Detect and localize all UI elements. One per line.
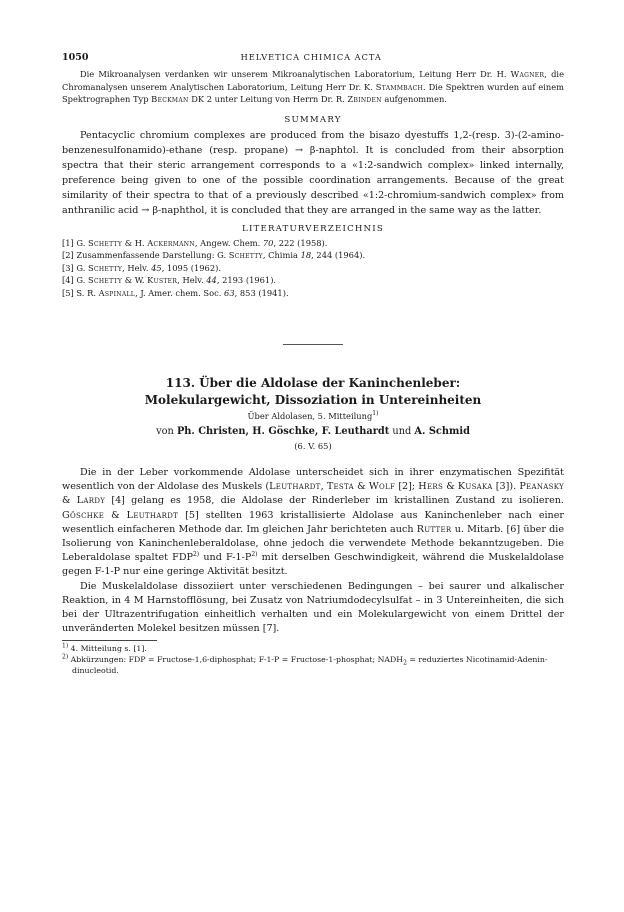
summary-text: Pentacyclic chromium complexes are produced from the bisazo dyestuffs 1,2-(resp. 3)-(2-amino-benzenesulfonamido)-ethane (resp. propane) → β-naphtol. It is concluded from their absorption spectra that their steric arrangement corresponds to a «1:2-sandwich complex» linked internally, preference being given to one of the possible coordination arrangements. Because of the great similarity of their spectra to that of a previously described «1:2-chromium-sandwich complex» from anthranilic acid → β-naphthol, it is concluded that they are arranged in the same way as the latter. xyxy=(62,129,564,216)
received-date: (6. V. 65) xyxy=(294,441,332,451)
running-header xyxy=(62,52,564,68)
footnote-rule xyxy=(62,640,157,641)
reference-item: [3] G. Schetty, Helv. 45, 1095 (1962). xyxy=(62,262,221,273)
journal-page xyxy=(62,52,564,676)
references-heading: LITERATURVERZEICHNIS xyxy=(242,223,384,234)
summary-heading: SUMMARY xyxy=(284,114,342,125)
reference-item: [4] G. Schetty & W. Kuster, Helv. 44, 2193 (1961). xyxy=(62,275,277,285)
article-subtitle: Über Aldolasen, 5. Mitteilung$^{1)}$ xyxy=(247,410,379,421)
journal-title: HELVETICA CHIMICA ACTA xyxy=(240,52,382,62)
page-number: 1050 xyxy=(62,52,89,63)
body-paragraph-2: Die Muskelaldolase dissoziiert unter verschiedenen Bedingungen – bei saurer und alkalischer Reaktion, in 4 M Harnstofflösung, bei Zusatz von Natriumdodecylsulfat – in 3 Untereinheiten, die sich bei der Ultrazentrifugation einheitlich verhalten und ein Molekulargewicht von einem Drittel der unveränderten Molekel besitzen müssen [7]. xyxy=(62,580,564,635)
article-title: 113. Über die Aldolase der Kaninchenleber: Molekulargewicht, Dissoziation in Untereinheiten xyxy=(144,376,482,407)
acknowledgement-paragraph: Die Mikroanalysen verdanken wir unserem Mikroanalytischen Laboratorium, Leitung Herr Dr. H. Wagner, die Chromanalysen unserem Analytischen Laboratorium, Leitung Herr Dr. K. Stammbach. Die Spektren wurden auf einem Spektrographen Typ Beckman DK 2 unter Leitung von Herrn Dr. R. Zbinden aufgenommen. xyxy=(62,69,564,104)
reference-item: [2] Zusammenfassende Darstellung: G. Schetty, Chimia 18, 244 (1964). xyxy=(62,250,366,260)
article-authors: von Ph. Christen, H. Göschke, F. Leuthardt und A. Schmid xyxy=(156,426,470,437)
reference-list xyxy=(62,237,564,300)
reference-item: [5] S. R. Aspinall, J. Amer. chem. Soc. 63, 853 (1941). xyxy=(62,287,289,298)
body-paragraph-1: Die in der Leber vorkommende Aldolase unterscheidet sich in ihrer enzymatischen Spezifität wesentlich von der Aldolase des Muskels (Leuthardt, Testa & Wolf [2]; Hers & Kusaka [3]). Peanasky & Lardy [4] gelang es 1958, die Aldolase der Rinderleber im kristallinen Zustand zu isolieren. Göschke & Leuthardt [5] stellten 1963 kristallisierte Aldolase aus Kaninchenleber nach einer wesentlich einfacheren Methode dar. Im gleichen Jahr berichteten auch Rutter u. Mitarb. [6] über die Isolierung von Kaninchenleberaldolase, ohne jedoch die verwendete Methode bekanntzugeben. Die Leberaldolase spaltet FDP$^{2)}$ und $F-1-P^{2)}$ mit derselben Geschwindigkeit, während die Muskelaldolase gegen F-1-P nur eine geringe Aktivität besitzt. xyxy=(62,467,565,578)
reference-item: [1] G. Schetty & H. Ackermann, Angew. Chem. 70, 222 (1958). xyxy=(62,237,328,248)
footnote-1: $^{1)}$ 4. Mitteilung s. [1]. xyxy=(62,642,147,654)
footnote-2: $^{2)}$ Abkürzungen: FDP = Fructose-1,6-diphosphat; F-1-P = Fructose-1-phosphat; $NADH_2$ = reduziertes Nicotinamid-Adenin-dinucleotid. xyxy=(62,653,548,676)
section-divider xyxy=(283,344,343,345)
